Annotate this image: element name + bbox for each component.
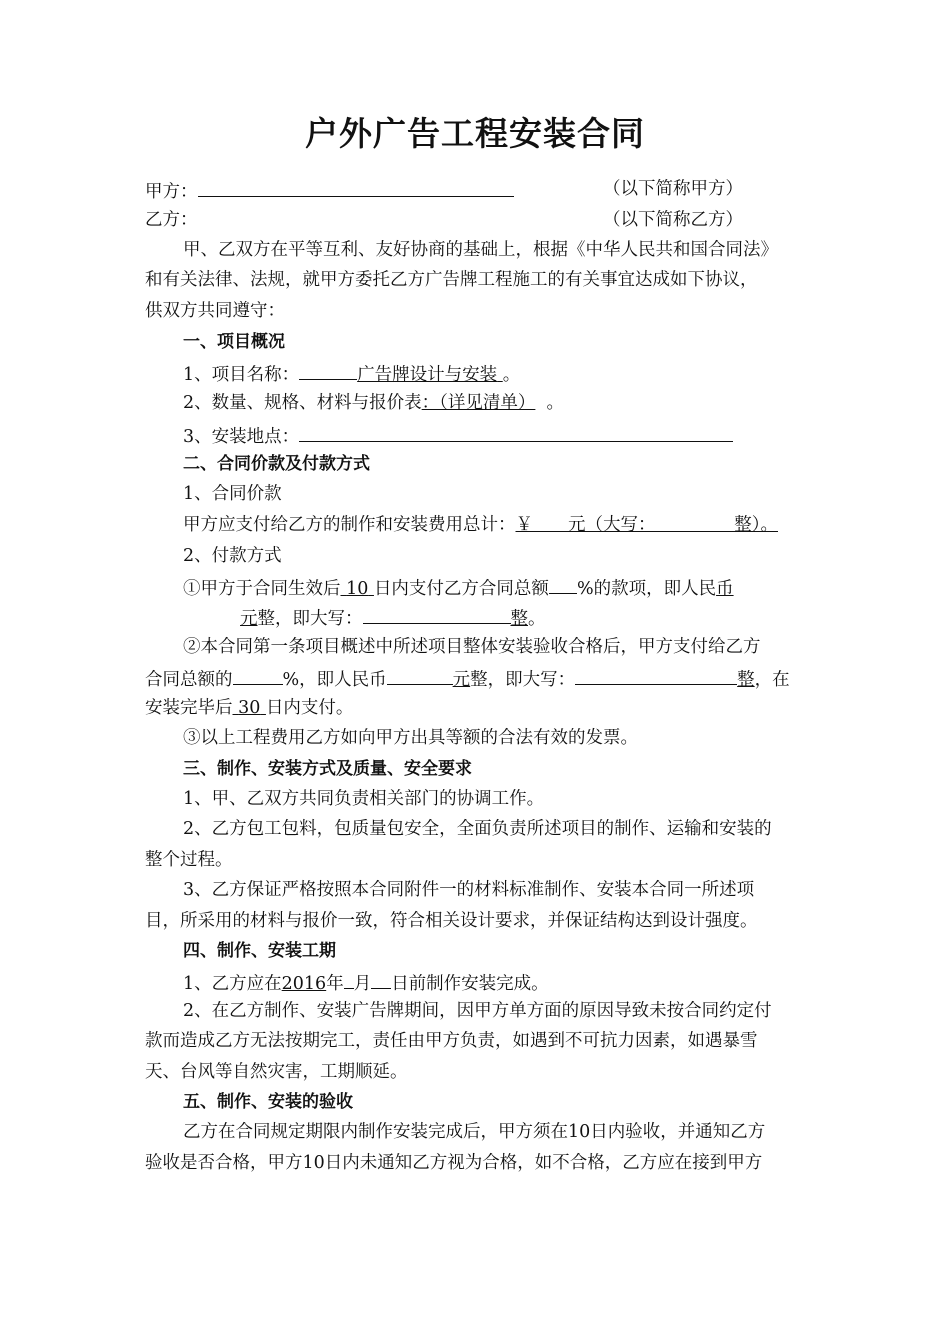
s4-month-unit: 月 — [353, 974, 372, 994]
pay1-text-c: %的款项，即人民 — [576, 579, 717, 599]
s1-item-2 — [145, 392, 810, 414]
s3-p3-line-2: 目，所采用的材料与报价一致，符合相关设计要求，并保证结构达到设计强度。 — [145, 911, 758, 931]
install-location-blank[interactable] — [299, 423, 733, 442]
intro-line-1: 甲、乙双方在平等互利、友好协商的基础上，根据《中华人民共和国合同法》 — [183, 240, 778, 260]
pay2-rmb-blank[interactable] — [387, 666, 453, 685]
pay2-text-a: 合同总额的 — [145, 670, 233, 690]
pay2-text-d: 整，即大写： — [470, 670, 576, 690]
pay2-text-b: %，即人民币 — [282, 670, 387, 690]
party-a-line — [145, 178, 810, 203]
s2-pay-1-line-2 — [145, 605, 810, 630]
s2-pay-2-line-3 — [145, 697, 810, 719]
s5-p1-line-1: 乙方在合同规定期限内制作安装完成后，甲方须在10日内验收，并通知乙方 — [183, 1122, 766, 1142]
pay2-text-f: ，在 — [754, 670, 790, 690]
s3-p2-line-2: 整个过程。 — [145, 850, 233, 870]
party-a-blank[interactable] — [198, 178, 514, 197]
pay1-text-f: 整，即大写： — [257, 609, 363, 629]
s4-p2-line-3: 天、台风等自然灾害，工期顺延。 — [145, 1062, 408, 1082]
s2-price-line — [145, 514, 810, 536]
pay2-daxie-blank[interactable] — [575, 666, 737, 685]
s5-p1-line-2: 验收是否合格，甲方10日内未通知乙方视为合格，如不合格，乙方应在接到甲方 — [145, 1153, 763, 1173]
document-title: 户外广告工程安装合同 — [305, 114, 645, 153]
section-2-heading: 二、合同价款及付款方式 — [183, 454, 370, 474]
s4-p1 — [145, 970, 810, 995]
pay1-text-d: 币 — [716, 579, 734, 599]
pay1-yuan: 元 — [240, 609, 258, 629]
s4-p1-text-d: 日前制作安装完成。 — [391, 974, 549, 994]
pay2-text-h: 日内支付。 — [265, 698, 354, 718]
pay1-days-value: 10 — [346, 579, 369, 599]
s2-pay-2-line-2 — [145, 666, 810, 691]
section-4-heading: 四、制作、安装工期 — [183, 941, 336, 961]
price-label: 甲方应支付给乙方的制作和安装费用总计： — [183, 515, 516, 535]
pay1-text-a: ①甲方于合同生效后 — [183, 579, 341, 599]
pay2-percent-blank[interactable] — [233, 666, 283, 685]
pay1-days — [341, 579, 374, 599]
party-a-label: 甲方： — [145, 182, 198, 202]
price-value: ￥ 元（大写： 整）。 — [515, 515, 778, 535]
s1-item-3-label: 3、安装地点： — [183, 427, 300, 447]
s4-year-unit: 年 — [326, 974, 344, 994]
s4-year: 2016 — [281, 974, 327, 994]
pay1-zheng: 整 — [510, 609, 528, 629]
s4-month-blank[interactable] — [344, 970, 354, 989]
pay2-days — [233, 698, 266, 718]
s3-p1: 1、甲、乙双方共同负责相关部门的协调工作。 — [183, 789, 545, 809]
s4-p1-text-a: 1、乙方应在 — [183, 974, 282, 994]
s2-pay-2-line-1: ②本合同第一条项目概述中所述项目整体安装验收合格后，甲方支付给乙方 — [183, 637, 761, 657]
pay1-percent-blank[interactable] — [549, 575, 577, 594]
intro-line-3: 供双方共同遵守： — [145, 301, 285, 321]
s2-pay-3: ③以上工程费用乙方如向甲方出具等额的合法有效的发票。 — [183, 728, 638, 748]
s3-p3-line-1: 3、乙方保证严格按照本合同附件一的材料标准制作、安装本合同一所述项 — [183, 880, 755, 900]
s4-day-blank[interactable] — [371, 970, 391, 989]
project-name-value: 广告牌设计与安装 — [357, 365, 498, 385]
party-b-line — [145, 209, 810, 231]
pay1-text-b: 日内支付乙方合同总额 — [373, 579, 549, 599]
s1-item-1-pad — [299, 361, 357, 380]
s1-item-2-suffix: 。 — [546, 393, 565, 413]
s2-sub-2: 2、付款方式 — [183, 546, 282, 566]
pay2-yuan: 元 — [452, 670, 471, 690]
s1-item-1 — [145, 361, 810, 386]
s1-item-1-suffix: 。 — [502, 365, 521, 385]
s1-item-3 — [145, 423, 810, 448]
s1-item-1-label: 1、项目名称： — [183, 365, 300, 385]
s2-sub-1: 1、合同价款 — [183, 484, 282, 504]
section-3-heading: 三、制作、安装方式及质量、安全要求 — [183, 759, 472, 779]
s4-p2-line-2: 款而造成乙方无法按期完工，责任由甲方负责，如遇到不可抗力因素，如遇暴雪 — [145, 1031, 758, 1051]
intro-line-2: 和有关法律、法规，就甲方委托乙方广告牌工程施工的有关事宜达成如下协议， — [145, 270, 758, 290]
s4-p2-line-1: 2、在乙方制作、安装广告牌期间，因甲方单方面的原因导致未按合同约定付 — [183, 1001, 772, 1021]
pay2-zheng: 整 — [737, 670, 755, 690]
pay1-end: 。 — [528, 609, 546, 629]
party-b-note: （以下简称乙方） — [603, 210, 743, 230]
pay2-days-value: 30 — [238, 698, 261, 718]
s1-item-2-label: 2、数量、规格、材料与报价表 — [183, 393, 422, 413]
party-b-label: 乙方： — [145, 210, 198, 230]
s2-pay-1-line-1 — [145, 575, 810, 600]
party-a-note: （以下简称甲方） — [603, 179, 743, 199]
pay1-daxie-blank[interactable] — [363, 605, 511, 624]
quote-list-value: ：（详见清单） — [421, 393, 536, 413]
section-5-heading: 五、制作、安装的验收 — [183, 1092, 353, 1112]
section-1-heading: 一、项目概况 — [183, 332, 285, 352]
pay2-text-g: 安装完毕后 — [145, 698, 233, 718]
s3-p2-line-1: 2、乙方包工包料，包质量包安全，全面负责所述项目的制作、运输和安装的 — [183, 819, 772, 839]
